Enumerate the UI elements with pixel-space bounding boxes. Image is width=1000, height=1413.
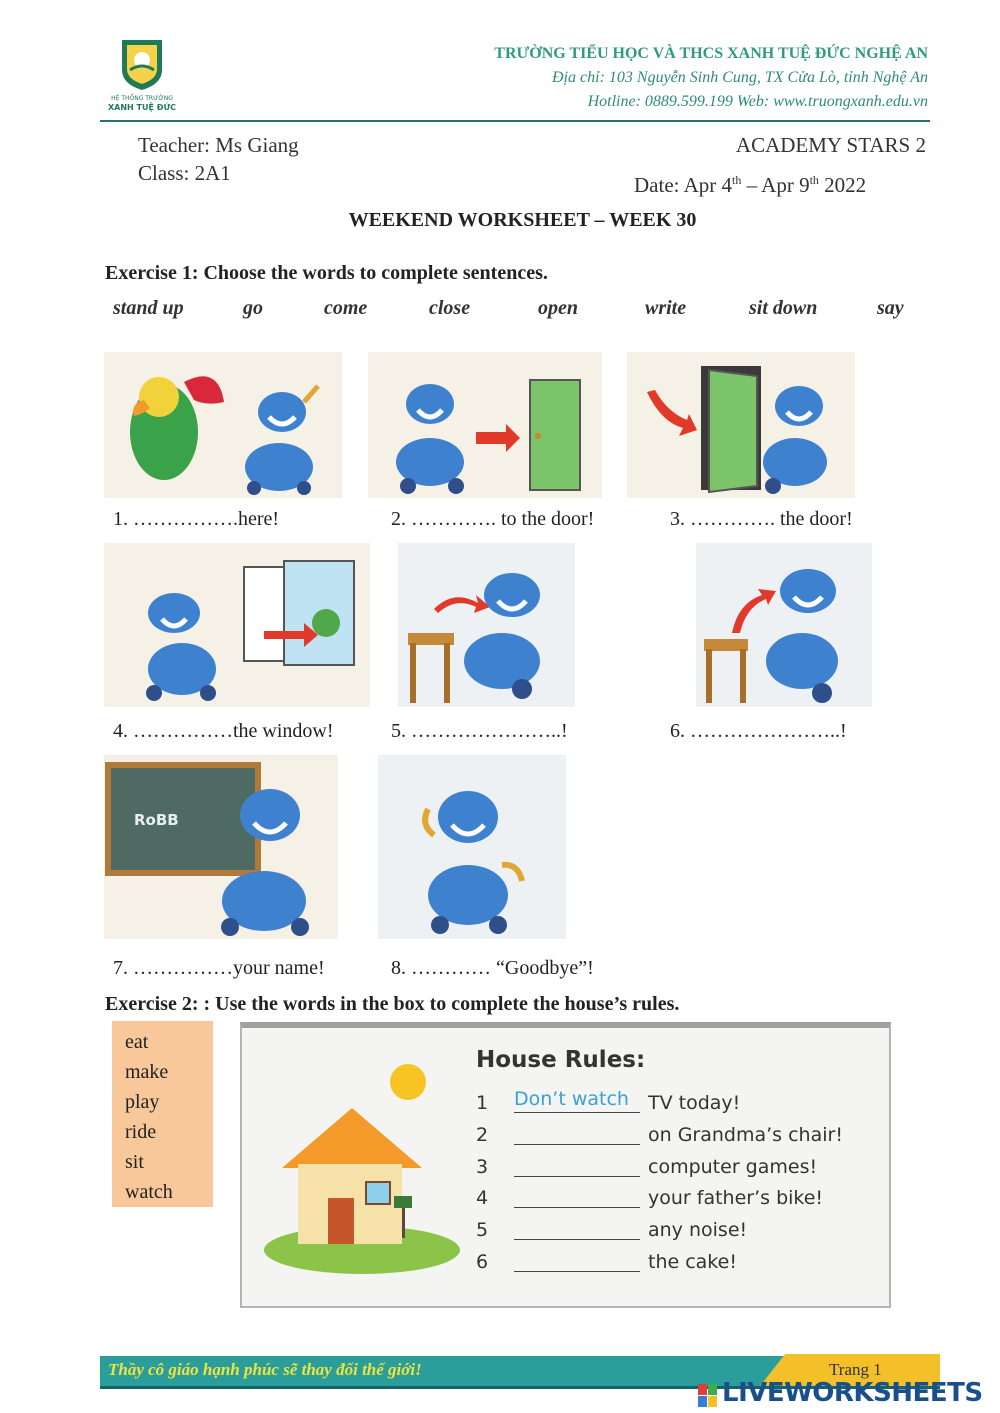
word-bank-item: close xyxy=(429,297,471,319)
course-name: ACADEMY STARS 2 xyxy=(735,133,926,157)
rule-blank[interactable] xyxy=(514,1112,640,1113)
board-text: RoBB xyxy=(134,811,179,829)
rule-number: 4 xyxy=(476,1187,489,1209)
liveworksheets-brand[interactable]: LIVEWORKSHEETS xyxy=(722,1378,983,1408)
class-name: Class: 2A1 xyxy=(138,161,231,185)
teacher-class-block xyxy=(138,131,299,187)
word-bank-item: stand up xyxy=(113,297,184,319)
word-box-item: eat xyxy=(125,1031,149,1053)
school-info xyxy=(494,42,928,114)
sentence-7: 7. ……………your name! xyxy=(113,957,325,979)
rule-text: TV today! xyxy=(648,1092,741,1114)
word-bank-item: open xyxy=(538,297,578,319)
liveworksheets-icon xyxy=(698,1384,718,1408)
school-contact: Hotline: 0889.599.199 Web: www.truongxanh.edu.vn xyxy=(587,93,928,110)
rule-answer: Don’t watch xyxy=(514,1088,629,1110)
word-box-item: play xyxy=(125,1091,160,1113)
rule-number: 3 xyxy=(476,1156,489,1178)
school-name: TRƯỜNG TIỂU HỌC VÀ THCS XANH TUỆ ĐỨC NGHỆ AN xyxy=(494,45,928,62)
sentence-3: 3. …………. the door! xyxy=(670,508,853,530)
worksheet-title: WEEKEND WORKSHEET – WEEK 30 xyxy=(348,209,697,231)
picture-open-door xyxy=(627,352,855,498)
rule-blank[interactable] xyxy=(514,1239,640,1240)
word-box-item: ride xyxy=(125,1121,157,1143)
rule-text: your father’s bike! xyxy=(648,1187,824,1209)
house-illustration xyxy=(262,1058,462,1278)
footer-motto: Thầy cô giáo hạnh phúc sẽ thay đổi thế giới! xyxy=(108,1360,422,1379)
rule-blank[interactable] xyxy=(514,1271,640,1272)
picture-stand-up xyxy=(696,543,872,707)
page-number: Trang 1 xyxy=(829,1360,882,1379)
word-bank-item: go xyxy=(243,297,263,319)
word-bank-item: sit down xyxy=(749,297,818,319)
house-rules-title: House Rules: xyxy=(476,1047,646,1073)
logo-caption-bottom: XANH TUỆ ĐỨC xyxy=(108,103,176,112)
rule-text: on Grandma’s chair! xyxy=(648,1124,843,1146)
rule-blank[interactable] xyxy=(514,1207,640,1208)
picture-close-window xyxy=(104,543,370,707)
date-range: Date: Apr 4th – Apr 9th 2022 xyxy=(634,173,867,197)
rule-number: 2 xyxy=(476,1124,489,1146)
word-bank-item: say xyxy=(877,297,904,319)
sentence-1: 1. …………….here! xyxy=(113,508,280,530)
sentence-6: 6. …………………..! xyxy=(670,720,847,742)
school-address: Địa chỉ: 103 Nguyễn Sinh Cung, TX Cửa Lò, tỉnh Nghệ An xyxy=(552,69,928,86)
rule-text: the cake! xyxy=(648,1251,737,1273)
word-box-item: watch xyxy=(125,1181,173,1203)
sentence-8: 8. ………… “Goodbye”! xyxy=(391,957,594,979)
word-bank-item: write xyxy=(645,297,687,319)
picture-sit-down xyxy=(398,543,575,707)
sentence-4: 4. ……………the window! xyxy=(113,720,334,742)
rule-blank[interactable] xyxy=(514,1144,640,1145)
logo-caption-top: HỆ THỐNG TRƯỜNG xyxy=(111,95,173,102)
school-logo xyxy=(100,36,184,116)
rule-text: any noise! xyxy=(648,1219,748,1241)
word-box xyxy=(112,1021,213,1207)
teacher-name: Teacher: Ms Giang xyxy=(138,133,299,157)
rule-text: computer games! xyxy=(648,1156,818,1178)
word-box-item: make xyxy=(125,1061,169,1083)
exercise2-title: Exercise 2: : Use the words in the box to complete the house’s rules. xyxy=(105,993,680,1015)
word-box-item: sit xyxy=(125,1151,144,1173)
picture-write-name xyxy=(104,755,338,939)
rule-number: 6 xyxy=(476,1251,489,1273)
picture-come-here xyxy=(104,352,342,498)
rule-blank[interactable] xyxy=(514,1176,640,1177)
sentence-2: 2. …………. to the door! xyxy=(391,508,595,530)
picture-go-to-door xyxy=(368,352,602,498)
sentence-5: 5. …………………..! xyxy=(391,720,568,742)
rule-number: 1 xyxy=(476,1092,489,1114)
exercise1-title: Exercise 1: Choose the words to complete sentences. xyxy=(105,262,548,284)
picture-say-goodbye xyxy=(378,755,566,939)
header-divider xyxy=(100,120,930,122)
word-bank-item: come xyxy=(324,297,368,319)
rule-number: 5 xyxy=(476,1219,489,1241)
